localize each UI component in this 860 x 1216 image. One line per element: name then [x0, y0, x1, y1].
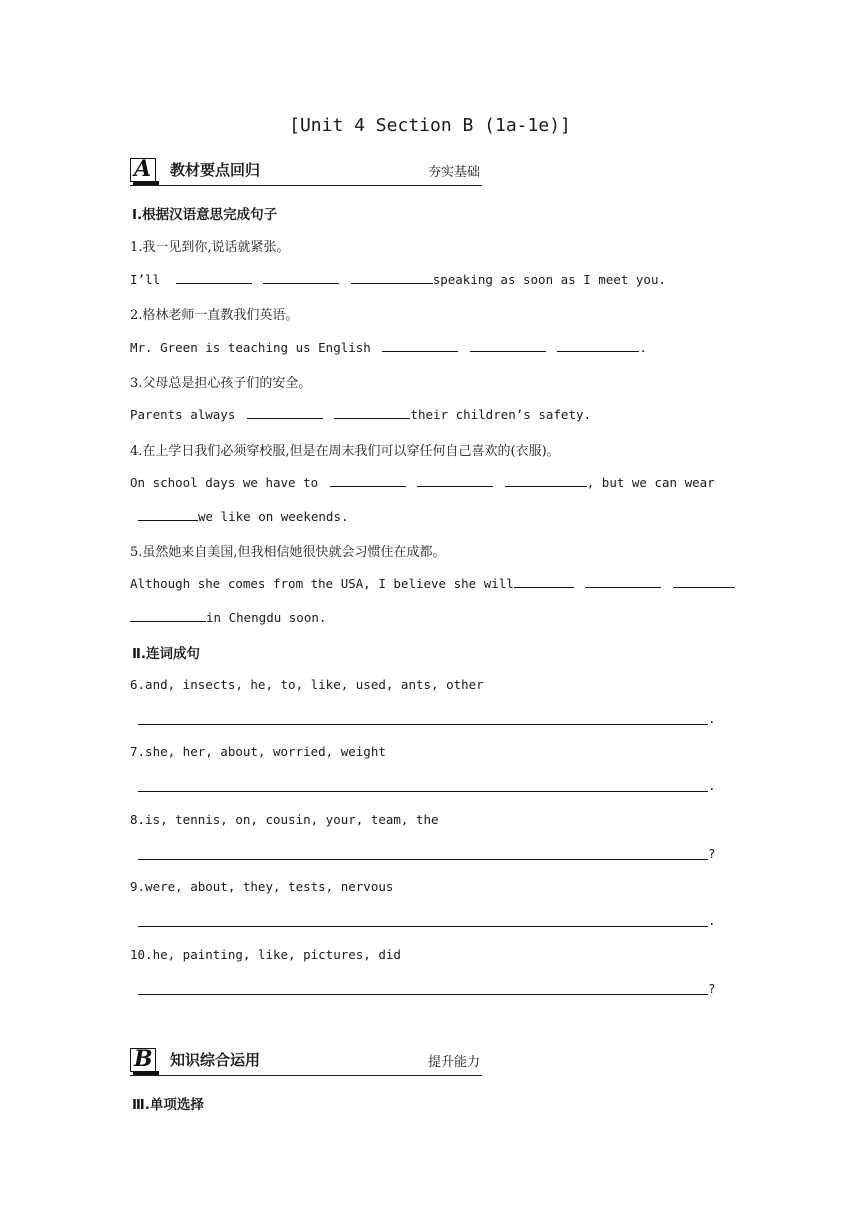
- q4-chinese: 4.在上学日我们必须穿校服,但是在周末我们可以穿任何自己喜欢的(衣服)。: [130, 444, 560, 459]
- q10-answer-line[interactable]: [138, 994, 708, 995]
- q4-blank-3[interactable]: [505, 474, 587, 487]
- q7-end-punct: .: [708, 778, 716, 793]
- q5-blank-1[interactable]: [514, 575, 574, 588]
- q2-blank-2[interactable]: [470, 339, 546, 352]
- q1-english: I’ll speaking as soon as I meet you.: [130, 272, 666, 287]
- q6-words: 6.and, insects, he, to, like, used, ants, other: [130, 677, 484, 692]
- q4-english-cont: we like on weekends.: [138, 508, 349, 524]
- section-a-banner: [130, 156, 482, 186]
- q3-blank-2[interactable]: [334, 406, 410, 419]
- section-b-badge-icon: B: [130, 1048, 156, 1072]
- q5-blank-2[interactable]: [585, 575, 661, 588]
- q1-blank-1[interactable]: [176, 271, 252, 284]
- section-b-label: 知识综合运用: [170, 1051, 261, 1069]
- q10-words: 10.he, painting, like, pictures, did: [130, 947, 401, 962]
- q7-words: 7.she, her, about, worried, weight: [130, 744, 386, 759]
- section-a-badge-icon: A: [130, 158, 156, 182]
- q2-blank-3[interactable]: [557, 339, 639, 352]
- q4-english: On school days we have to , but we can wear: [130, 475, 715, 490]
- q8-answer-line[interactable]: [138, 859, 708, 860]
- q4-blank-4[interactable]: [138, 508, 198, 521]
- q5-chinese: 5.虽然她来自美国,但我相信她很快就会习惯住在成都。: [130, 545, 446, 560]
- q1-chinese: 1.我一见到你,说话就紧张。: [130, 240, 290, 255]
- q6-answer-line[interactable]: [138, 724, 708, 725]
- q5-english-cont: in Chengdu soon.: [130, 609, 326, 625]
- q1-blank-3[interactable]: [351, 271, 433, 284]
- part1-heading: Ⅰ.根据汉语意思完成句子: [132, 207, 278, 223]
- part2-heading: Ⅱ.连词成句: [132, 646, 201, 662]
- q8-words: 8.is, tennis, on, cousin, your, team, the: [130, 812, 439, 827]
- q2-blank-1[interactable]: [382, 339, 458, 352]
- section-b-banner: [130, 1046, 482, 1076]
- q7-answer-line[interactable]: [138, 791, 708, 792]
- q3-english: Parents always their children’s safety.: [130, 407, 592, 422]
- section-b-tag: 提升能力: [427, 1055, 480, 1070]
- q9-end-punct: .: [708, 913, 716, 928]
- q4-blank-1[interactable]: [330, 474, 406, 487]
- q9-answer-line[interactable]: [138, 926, 708, 927]
- section-a-tag: 夯实基础: [427, 165, 480, 180]
- q9-words: 9.were, about, they, tests, nervous: [130, 879, 394, 894]
- q4-blank-2[interactable]: [417, 474, 493, 487]
- q8-end-punct: ?: [708, 846, 716, 861]
- q3-chinese: 3.父母总是担心孩子们的安全。: [130, 376, 312, 391]
- q2-english: Mr. Green is teaching us English .: [130, 340, 647, 355]
- q5-english: Although she comes from the USA, I believe she will: [130, 575, 735, 591]
- worksheet-title: [Unit 4 Section B (1a-1e)]: [289, 115, 571, 136]
- q2-chinese: 2.格林老师一直教我们英语。: [130, 308, 299, 323]
- q6-end-punct: .: [708, 711, 716, 726]
- q10-end-punct: ?: [708, 981, 716, 996]
- section-a-label: 教材要点回归: [170, 161, 261, 179]
- q3-blank-1[interactable]: [247, 406, 323, 419]
- q5-blank-4[interactable]: [130, 609, 206, 622]
- q5-blank-3[interactable]: [673, 575, 735, 588]
- q1-blank-2[interactable]: [263, 271, 339, 284]
- part3-heading: Ⅲ.单项选择: [132, 1097, 204, 1113]
